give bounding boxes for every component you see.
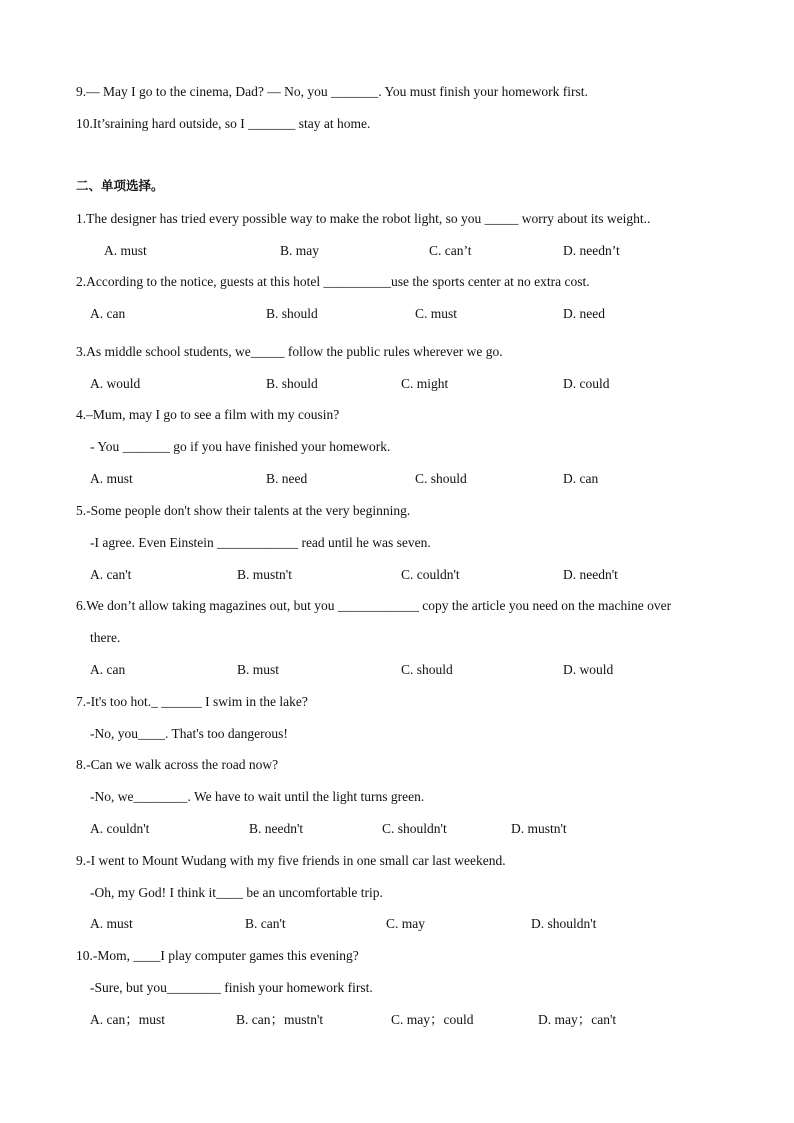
question-5-option-c: C. couldn't	[401, 567, 460, 582]
question-5-option-a: A. can't	[90, 567, 132, 582]
question-2-option-d: D. need	[563, 306, 605, 321]
question-6-option-b: B. must	[237, 662, 280, 677]
question-9-option-d: D. shouldn't	[531, 916, 597, 931]
question-3-option-d: D. could	[563, 376, 610, 391]
question-8-option-c: C. shouldn't	[382, 821, 447, 836]
question-2-stem: 2.According to the notice, guests at this hotel __________use the sports center at no extra cost.	[76, 274, 590, 289]
question-4-option-d: D. can	[563, 471, 599, 486]
question-5-stem: 5.-Some people don't show their talents at the very beginning.	[76, 503, 411, 518]
question-7-stem: 7.-It's too hot._ ______ I swim in the lake?	[76, 694, 308, 709]
question-3-option-a: A. would	[90, 376, 141, 391]
question-6-stem-continued: there.	[90, 630, 121, 645]
question-7-reply: -No, you____. That's too dangerous!	[90, 726, 288, 741]
fill-blank-10: 10.It’sraining hard outside, so I _______ stay at home.	[76, 116, 371, 131]
question-1-option-a: A. must	[104, 243, 147, 258]
question-6-option-a: A. can	[90, 662, 126, 677]
question-10-option-b: B. can；mustn't	[236, 1012, 324, 1027]
question-9-option-b: B. can't	[245, 916, 286, 931]
question-4-stem: 4.–Mum, may I go to see a film with my cousin?	[76, 407, 340, 422]
question-1-option-b: B. may	[280, 243, 319, 258]
question-4-option-b: B. need	[266, 471, 308, 486]
question-1-option-d: D. needn’t	[563, 243, 620, 258]
question-8-option-d: D. mustn't	[511, 821, 567, 836]
fill-blank-9: 9.— May I go to the cinema, Dad? — No, you _______. You must finish your homework first.	[76, 84, 588, 99]
question-4-reply: - You _______ go if you have finished your homework.	[90, 439, 391, 454]
question-6-stem: 6.We don’t allow taking magazines out, but you ____________ copy the article you need on the machine over	[76, 598, 672, 613]
question-9-option-a: A. must	[90, 916, 133, 931]
question-2-option-b: B. should	[266, 306, 318, 321]
section-title: 二、单项选择。	[76, 178, 164, 193]
question-5-option-d: D. needn't	[563, 567, 618, 582]
question-3-stem: 3.As middle school students, we_____ follow the public rules wherever we go.	[76, 344, 503, 359]
question-1-stem: 1.The designer has tried every possible way to make the robot light, so you _____ worry about its weight..	[76, 211, 651, 226]
question-9-option-c: C. may	[386, 916, 425, 931]
question-6-option-d: D. would	[563, 662, 614, 677]
question-5-reply: -I agree. Even Einstein ____________ read until he was seven.	[90, 535, 431, 550]
question-9-reply: -Oh, my God! I think it____ be an uncomfortable trip.	[90, 885, 383, 900]
question-1-option-c: C. can’t	[429, 243, 472, 258]
question-10-option-d: D. may；can't	[538, 1012, 617, 1027]
question-10-stem: 10.-Mom, ____I play computer games this evening?	[76, 948, 359, 963]
question-9-stem: 9.-I went to Mount Wudang with my five friends in one small car last weekend.	[76, 853, 506, 868]
question-3-option-b: B. should	[266, 376, 318, 391]
question-10-reply: -Sure, but you________ finish your homework first.	[90, 980, 373, 995]
question-10-option-c: C. may；could	[391, 1012, 474, 1027]
question-8-option-a: A. couldn't	[90, 821, 150, 836]
question-10-option-a: A. can；must	[90, 1012, 165, 1027]
question-2-option-a: A. can	[90, 306, 126, 321]
question-3-option-c: C. might	[401, 376, 449, 391]
question-2-option-c: C. must	[415, 306, 458, 321]
question-8-reply: -No, we________. We have to wait until the light turns green.	[90, 789, 425, 804]
question-8-stem: 8.-Can we walk across the road now?	[76, 757, 279, 772]
question-6-option-c: C. should	[401, 662, 453, 677]
question-4-option-c: C. should	[415, 471, 467, 486]
question-4-option-a: A. must	[90, 471, 133, 486]
question-5-option-b: B. mustn't	[237, 567, 292, 582]
question-8-option-b: B. needn't	[249, 821, 304, 836]
